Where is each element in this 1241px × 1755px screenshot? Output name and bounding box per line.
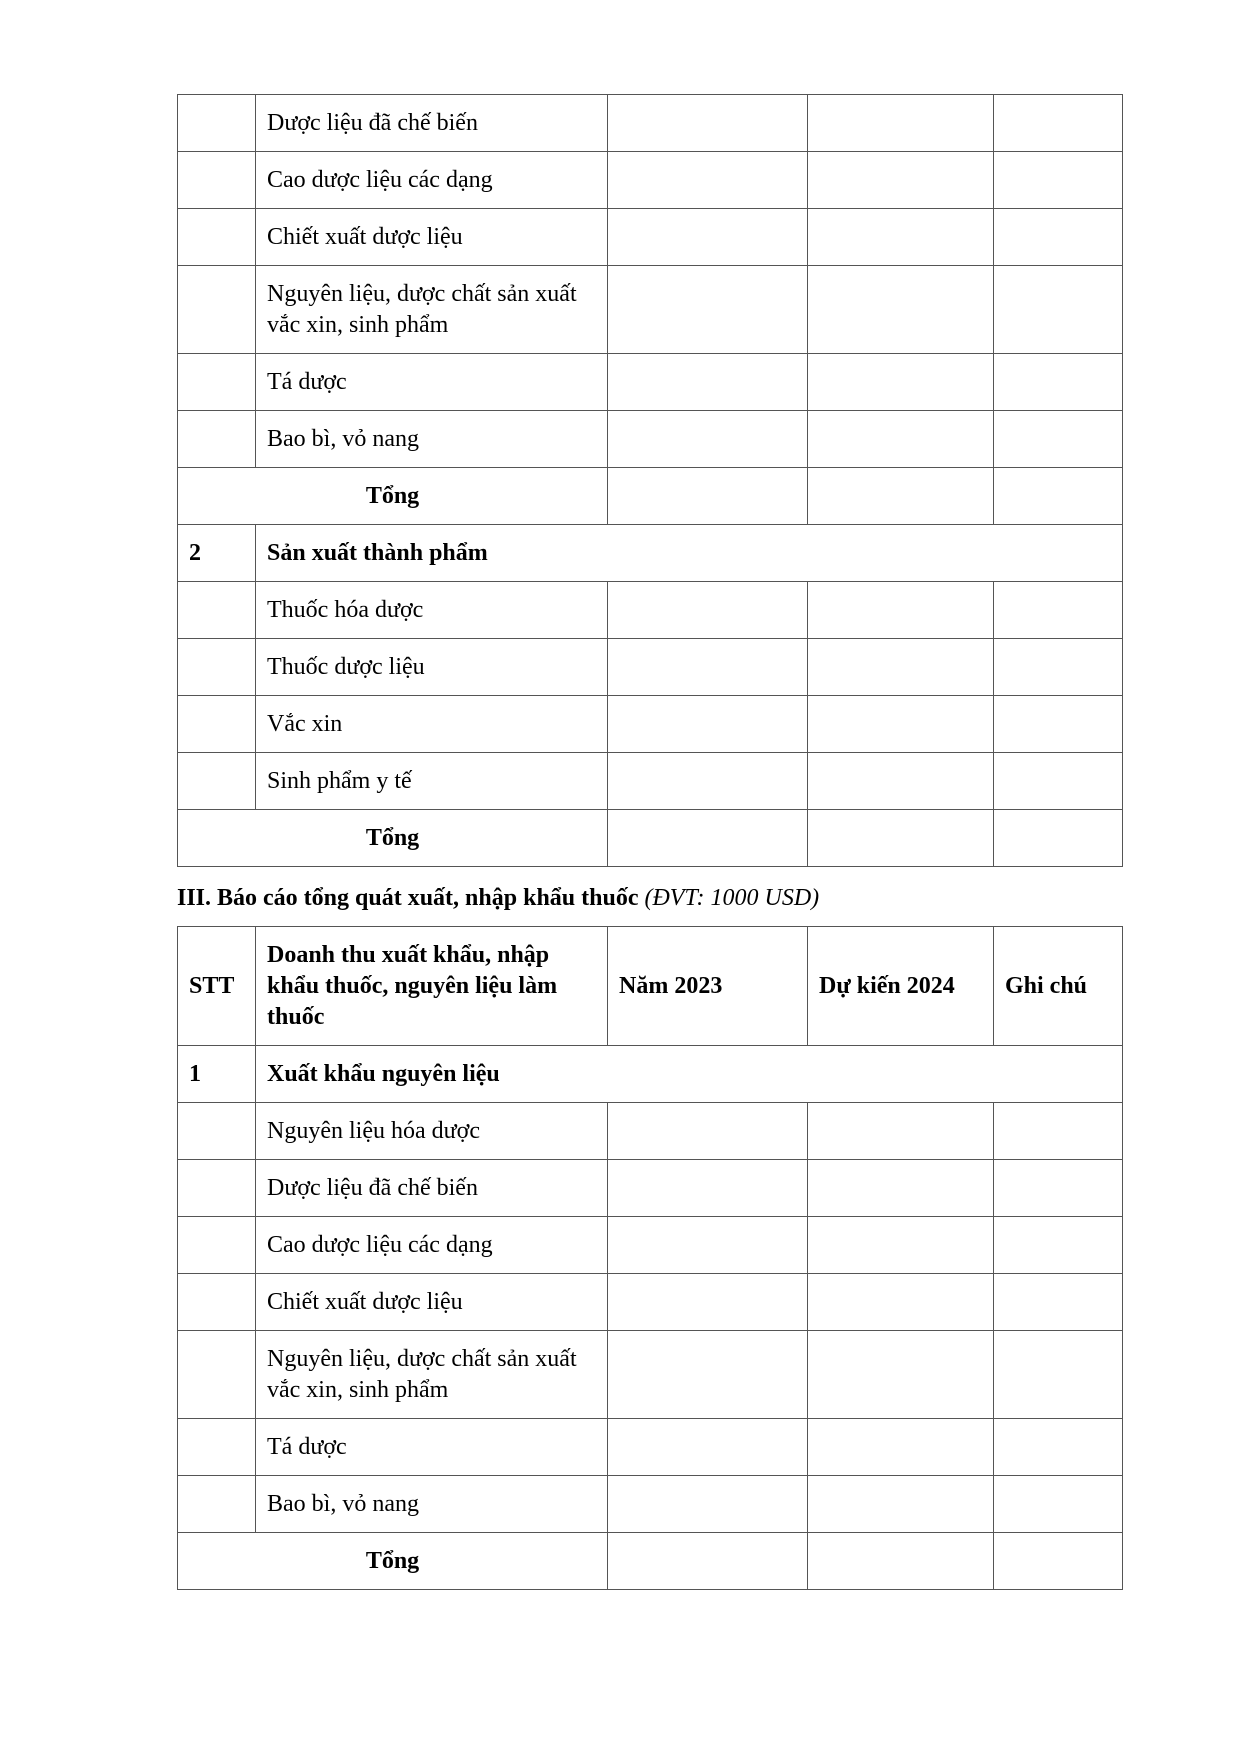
table-row (178, 1103, 1123, 1160)
item-cell: Dược liệu đã chế biến (256, 95, 608, 152)
note-cell[interactable] (994, 95, 1123, 152)
note-cell[interactable] (994, 1274, 1123, 1331)
total-label: Tổng (178, 810, 608, 867)
value-cell[interactable] (608, 1533, 808, 1590)
stt-cell (178, 1160, 256, 1217)
stt-cell (178, 1419, 256, 1476)
table-row (178, 209, 1123, 266)
value-cell[interactable] (808, 1419, 994, 1476)
item-cell: Sinh phẩm y tế (256, 753, 608, 810)
table-row (178, 639, 1123, 696)
note-cell[interactable] (994, 152, 1123, 209)
value-cell[interactable] (608, 639, 808, 696)
table-row (178, 1476, 1123, 1533)
note-cell[interactable] (994, 753, 1123, 810)
value-cell[interactable] (808, 1274, 994, 1331)
table-row (178, 1419, 1123, 1476)
note-cell[interactable] (994, 209, 1123, 266)
stt-cell (178, 1274, 256, 1331)
section-title: Sản xuất thành phẩm (256, 525, 1123, 582)
note-cell[interactable] (994, 810, 1123, 867)
value-cell[interactable] (808, 1160, 994, 1217)
stt-cell (178, 152, 256, 209)
stt-cell (178, 582, 256, 639)
note-cell[interactable] (994, 1160, 1123, 1217)
table-row (178, 1274, 1123, 1331)
table-row (178, 696, 1123, 753)
section-row (178, 525, 1123, 582)
item-cell: Dược liệu đã chế biến (256, 1160, 608, 1217)
item-cell: Chiết xuất dược liệu (256, 1274, 608, 1331)
stt-cell (178, 1331, 256, 1419)
value-cell[interactable] (608, 1476, 808, 1533)
total-label: Tổng (178, 1533, 608, 1590)
value-cell[interactable] (608, 582, 808, 639)
header-row (178, 927, 1123, 1046)
stt-cell (178, 1103, 256, 1160)
note-cell[interactable] (994, 354, 1123, 411)
header-year-2023: Năm 2023 (608, 927, 808, 1046)
table-row (178, 266, 1123, 354)
header-item: Doanh thu xuất khẩu, nhập khẩu thuốc, nguyên liệu làm thuốc (256, 927, 608, 1046)
value-cell[interactable] (608, 266, 808, 354)
table-row (178, 753, 1123, 810)
value-cell[interactable] (608, 95, 808, 152)
value-cell[interactable] (808, 1476, 994, 1533)
table-row (178, 1217, 1123, 1274)
section-stt: 2 (178, 525, 256, 582)
section-row (178, 1046, 1123, 1103)
item-cell: Thuốc hóa dược (256, 582, 608, 639)
value-cell[interactable] (608, 1160, 808, 1217)
note-cell[interactable] (994, 266, 1123, 354)
table-row (178, 1160, 1123, 1217)
value-cell[interactable] (808, 753, 994, 810)
note-cell[interactable] (994, 468, 1123, 525)
stt-cell (178, 753, 256, 810)
section-stt: 1 (178, 1046, 256, 1103)
value-cell[interactable] (608, 468, 808, 525)
value-cell[interactable] (808, 810, 994, 867)
value-cell[interactable] (608, 1274, 808, 1331)
value-cell[interactable] (808, 468, 994, 525)
note-cell[interactable] (994, 1476, 1123, 1533)
stt-cell (178, 266, 256, 354)
value-cell[interactable] (808, 95, 994, 152)
stt-cell (178, 95, 256, 152)
note-cell[interactable] (994, 1103, 1123, 1160)
table-row (178, 582, 1123, 639)
table-row (178, 95, 1123, 152)
value-cell[interactable] (808, 152, 994, 209)
value-cell[interactable] (608, 696, 808, 753)
value-cell[interactable] (608, 1331, 808, 1419)
note-cell[interactable] (994, 696, 1123, 753)
note-cell[interactable] (994, 411, 1123, 468)
item-cell: Cao dược liệu các dạng (256, 1217, 608, 1274)
note-cell[interactable] (994, 582, 1123, 639)
item-cell: Tá dược (256, 354, 608, 411)
table-row (178, 354, 1123, 411)
item-cell: Tá dược (256, 1419, 608, 1476)
value-cell[interactable] (808, 1217, 994, 1274)
stt-cell (178, 209, 256, 266)
value-cell[interactable] (608, 1217, 808, 1274)
total-label: Tổng (178, 468, 608, 525)
note-cell[interactable] (994, 1419, 1123, 1476)
value-cell[interactable] (808, 209, 994, 266)
value-cell[interactable] (808, 696, 994, 753)
note-cell[interactable] (994, 1533, 1123, 1590)
value-cell[interactable] (808, 266, 994, 354)
stt-cell (178, 411, 256, 468)
section-title: Xuất khẩu nguyên liệu (256, 1046, 1123, 1103)
item-cell: Cao dược liệu các dạng (256, 152, 608, 209)
stt-cell (178, 354, 256, 411)
value-cell[interactable] (808, 1331, 994, 1419)
item-cell: Thuốc dược liệu (256, 639, 608, 696)
note-cell[interactable] (994, 639, 1123, 696)
item-cell: Bao bì, vỏ nang (256, 411, 608, 468)
stt-cell (178, 1217, 256, 1274)
section-heading-unit: (ĐVT: 1000 USD) (644, 885, 820, 911)
item-cell: Bao bì, vỏ nang (256, 1476, 608, 1533)
header-stt: STT (178, 927, 256, 1046)
total-row (178, 810, 1123, 867)
header-plan-2024: Dự kiến 2024 (808, 927, 994, 1046)
total-row (178, 468, 1123, 525)
value-cell[interactable] (608, 152, 808, 209)
note-cell[interactable] (994, 1217, 1123, 1274)
table-row (178, 411, 1123, 468)
value-cell[interactable] (608, 1419, 808, 1476)
table-row (178, 152, 1123, 209)
value-cell[interactable] (608, 810, 808, 867)
value-cell[interactable] (608, 209, 808, 266)
item-cell: Vắc xin (256, 696, 608, 753)
item-cell: Chiết xuất dược liệu (256, 209, 608, 266)
item-cell: Nguyên liệu hóa dược (256, 1103, 608, 1160)
value-cell[interactable] (808, 1103, 994, 1160)
stt-cell (178, 696, 256, 753)
header-note: Ghi chú (994, 927, 1123, 1046)
total-row (178, 1533, 1123, 1590)
section-heading (177, 882, 819, 914)
value-cell[interactable] (608, 411, 808, 468)
section-heading-title: III. Báo cáo tổng quát xuất, nhập khẩu thuốc (177, 885, 639, 911)
item-cell: Nguyên liệu, dược chất sản xuất vắc xin, sinh phẩm (256, 266, 608, 354)
stt-cell (178, 1476, 256, 1533)
table-row (178, 1331, 1123, 1419)
value-cell[interactable] (608, 1103, 808, 1160)
item-cell: Nguyên liệu, dược chất sản xuất vắc xin, sinh phẩm (256, 1331, 608, 1419)
import-export-table (177, 926, 1123, 1590)
stt-cell (178, 639, 256, 696)
value-cell[interactable] (808, 411, 994, 468)
value-cell[interactable] (608, 354, 808, 411)
value-cell[interactable] (808, 582, 994, 639)
value-cell[interactable] (808, 354, 994, 411)
value-cell[interactable] (608, 753, 808, 810)
production-table (177, 94, 1123, 867)
value-cell[interactable] (808, 1533, 994, 1590)
note-cell[interactable] (994, 1331, 1123, 1419)
value-cell[interactable] (808, 639, 994, 696)
